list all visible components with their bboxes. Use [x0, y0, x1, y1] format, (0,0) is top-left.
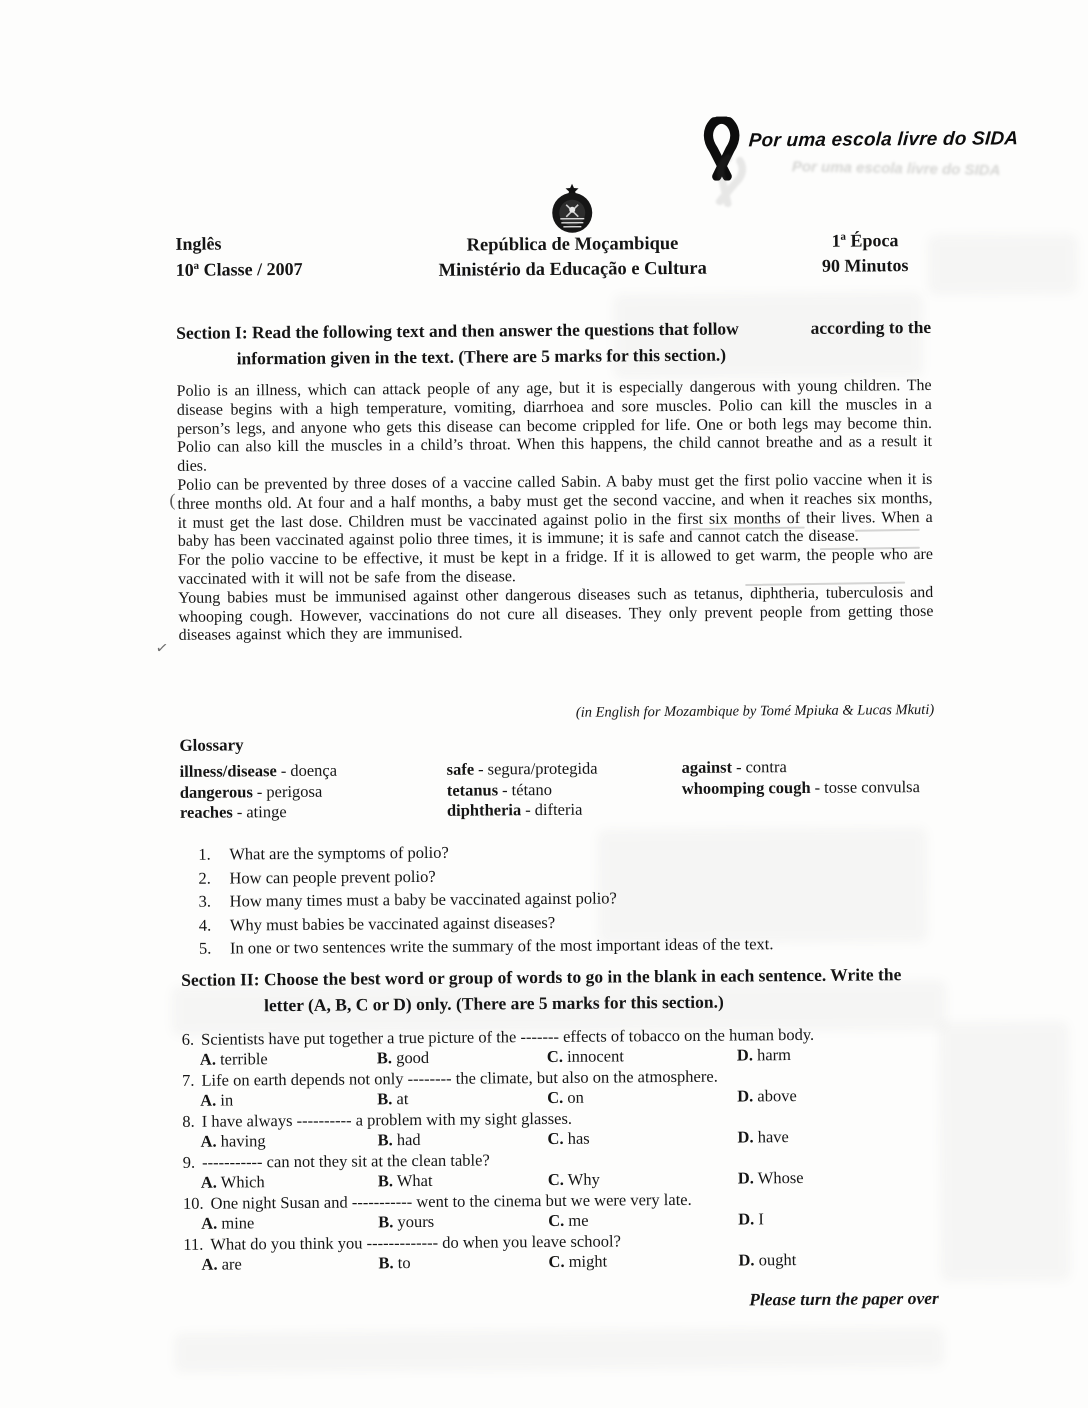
mcq-question-8	[182, 1105, 942, 1152]
header-right	[797, 228, 932, 279]
mcq-question-10	[183, 1187, 943, 1234]
scan-smudge	[174, 1327, 944, 1373]
mcq-option-d: D. ought	[738, 1250, 797, 1270]
question-item-2: 2. How can people prevent polio?	[198, 866, 436, 888]
mcq-option-b: B. What	[377, 1170, 433, 1191]
header-grade: 10ª Classe / 2007	[175, 258, 303, 280]
mcq-option-b: B. to	[378, 1253, 411, 1273]
section2-heading	[181, 962, 936, 1018]
passage-paragraph-3: For the polio vaccine to be effective, it must be kept in a fridge. If it is allowed to get warm, the people who are vaccinated with it will not be safe from the disease.	[177, 546, 934, 588]
passage-paragraph-2: Polio can be prevented by three doses of a vaccine called Sabin. A baby must get the first polio vaccine when it is three months old. At four and a half months, a baby must get the second vaccine, and when it reaches six months, it must get the last dose. Children must be vaccinated against polio in the first six months of their lives. When a baby has been vaccinated against polio three times, it is immune; it is safe and cannot catch the disease.	[177, 470, 933, 551]
mcq-option-c: C. on	[547, 1087, 584, 1107]
mcq-option-a: A. terrible	[199, 1049, 268, 1069]
mcq-option-c: C. innocent	[546, 1046, 624, 1066]
mcq-option-b: B. at	[377, 1089, 409, 1109]
glossary-title: Glossary	[179, 735, 244, 755]
section1-heading-line1-right: according to the	[810, 316, 932, 338]
mcq-option-d: D. above	[737, 1086, 797, 1106]
reading-passage	[177, 377, 934, 646]
glossary-grid	[180, 756, 940, 823]
mcq-option-c: C. me	[548, 1210, 589, 1230]
mcq-question-line: 11. What do you think you ------------- do when you leave school?	[183, 1231, 621, 1254]
scan-smudge	[939, 1021, 1071, 1282]
mcq-question-line: 6. Scientists have put together a true picture of the ------- effects of tobacco on the human body.	[181, 1024, 815, 1049]
mcq-option-a: A. are	[201, 1254, 242, 1274]
section2-questions	[182, 1023, 944, 1275]
section1-heading-line1-left: Section I: Read the following text and then answer the questions that follow	[176, 318, 739, 343]
glossary-column-1	[180, 760, 447, 824]
glossary-column-3	[682, 756, 940, 820]
glossary-entry: dangerous - perigosa	[179, 781, 323, 802]
question-item-4: 4. Why must babies be vaccinated against diseases?	[198, 912, 556, 935]
header-duration: 90 Minutos	[821, 255, 909, 276]
mcq-option-c: C. might	[548, 1251, 608, 1271]
section1-heading-line2: information given in the text. (There are 5 marks for this section.)	[236, 344, 727, 369]
question-item-1: 1. What are the symptoms of polio?	[198, 842, 449, 864]
mcq-question-11	[183, 1228, 943, 1275]
header-republic: República de Moçambique	[466, 233, 679, 256]
mcq-question-9	[183, 1146, 943, 1193]
banner-slogan-ghost: Por uma escola livre do SIDA	[791, 158, 1001, 180]
glossary-entry: diphtheria - difteria	[446, 799, 583, 820]
mcq-question-7	[182, 1064, 942, 1111]
section2-heading-line2: letter (A, B, C or D) only. (There are 5 marks for this section.)	[264, 991, 724, 1016]
mcq-option-b: B. had	[377, 1129, 421, 1150]
section1-heading	[176, 315, 931, 371]
header-subject: Inglês	[175, 233, 222, 254]
section2-heading-line1: Section II: Choose the best word or group of words to go in the blank in each sentence. Write the	[181, 964, 902, 990]
scan-smudge	[927, 234, 1077, 295]
glossary-entry: against - contra	[681, 757, 787, 777]
turn-over-note: Please turn the paper over	[749, 1287, 939, 1310]
mcq-question-line: 8. I have always ---------- a problem with my sight glasses.	[182, 1108, 573, 1131]
glossary-entry: safe - segura/protegida	[446, 758, 598, 779]
mcq-option-d: D. have	[737, 1127, 789, 1147]
glossary	[179, 730, 940, 823]
mcq-question-line: 7. Life on earth depends not only -------- the climate, but also on the atmosphere.	[181, 1066, 718, 1090]
pen-mark-check: ✓	[154, 640, 170, 658]
mcq-option-b: B. good	[376, 1047, 430, 1068]
passage-paragraph-4: Young babies must be immunised against other dangerous diseases such as tetanus, diphtheria, tuberculosis and whooping cough. However, vaccinations do not cure all diseases. They only prevent people from getting those diseases against which they are immunised.	[178, 583, 934, 645]
glossary-entry: tetanus - tétano	[446, 779, 553, 800]
header-left	[175, 230, 302, 283]
mcq-question-6	[182, 1023, 942, 1070]
mcq-option-b: B. yours	[378, 1211, 435, 1232]
mcq-option-a: A. Which	[200, 1172, 265, 1192]
mcq-option-c: C. has	[547, 1128, 590, 1148]
header-ministry: Ministério da Educação e Cultura	[438, 258, 707, 281]
glossary-entry: illness/disease - doença	[179, 760, 338, 781]
mcq-option-a: A. mine	[201, 1213, 255, 1233]
mcq-option-d: D. Whose	[737, 1167, 804, 1188]
passage-paragraph-1: Polio is an illness, which can attack people of any age, but it is especially dangerous with young children. The disease begins with a high temperature, vomiting, diarrhoea and sore muscles. Polio can kill the muscles in a person’s legs, and anyone who gets this disease can become crippled for life. One or both legs may become thin. Polio can also kill the muscles in a child’s throat. When this happens, the child cannot breathe and as a result it dies.	[176, 376, 933, 476]
passage-attribution: (in English for Mozambique by Tomé Mpiuka & Lucas Mkuti)	[575, 701, 935, 721]
mcq-option-c: C. Why	[547, 1169, 600, 1189]
banner-slogan: Por uma escola livre do SIDA	[748, 128, 1019, 152]
pen-mark-paren: (	[169, 489, 176, 510]
mcq-option-d: D. I	[738, 1209, 764, 1229]
glossary-entry: reaches - atinge	[179, 802, 287, 822]
header-epoch: 1ª Época	[831, 230, 899, 251]
section1-questions	[198, 837, 939, 960]
question-item-3: 3. How many times must a baby be vaccinated against polio?	[198, 888, 617, 911]
mcq-option-d: D. harm	[736, 1045, 792, 1065]
mcq-question-line: 10. One night Susan and ----------- went to the cinema but we were very late.	[182, 1189, 692, 1213]
question-item-5: 5. In one or two sentences write the summary of the most important ideas of the text.	[198, 934, 774, 958]
mcq-option-a: A. in	[200, 1090, 234, 1110]
section1-heading-line1	[176, 315, 931, 345]
glossary-column-2	[447, 758, 682, 821]
mcq-question-line: 9. ----------- can not they sit at the clean table?	[182, 1150, 490, 1172]
glossary-entry: whoomping cough - tosse convulsa	[681, 776, 920, 798]
mozambique-coat-of-arms-icon	[546, 183, 598, 235]
header-center	[327, 181, 818, 285]
mcq-option-a: A. having	[200, 1131, 266, 1151]
